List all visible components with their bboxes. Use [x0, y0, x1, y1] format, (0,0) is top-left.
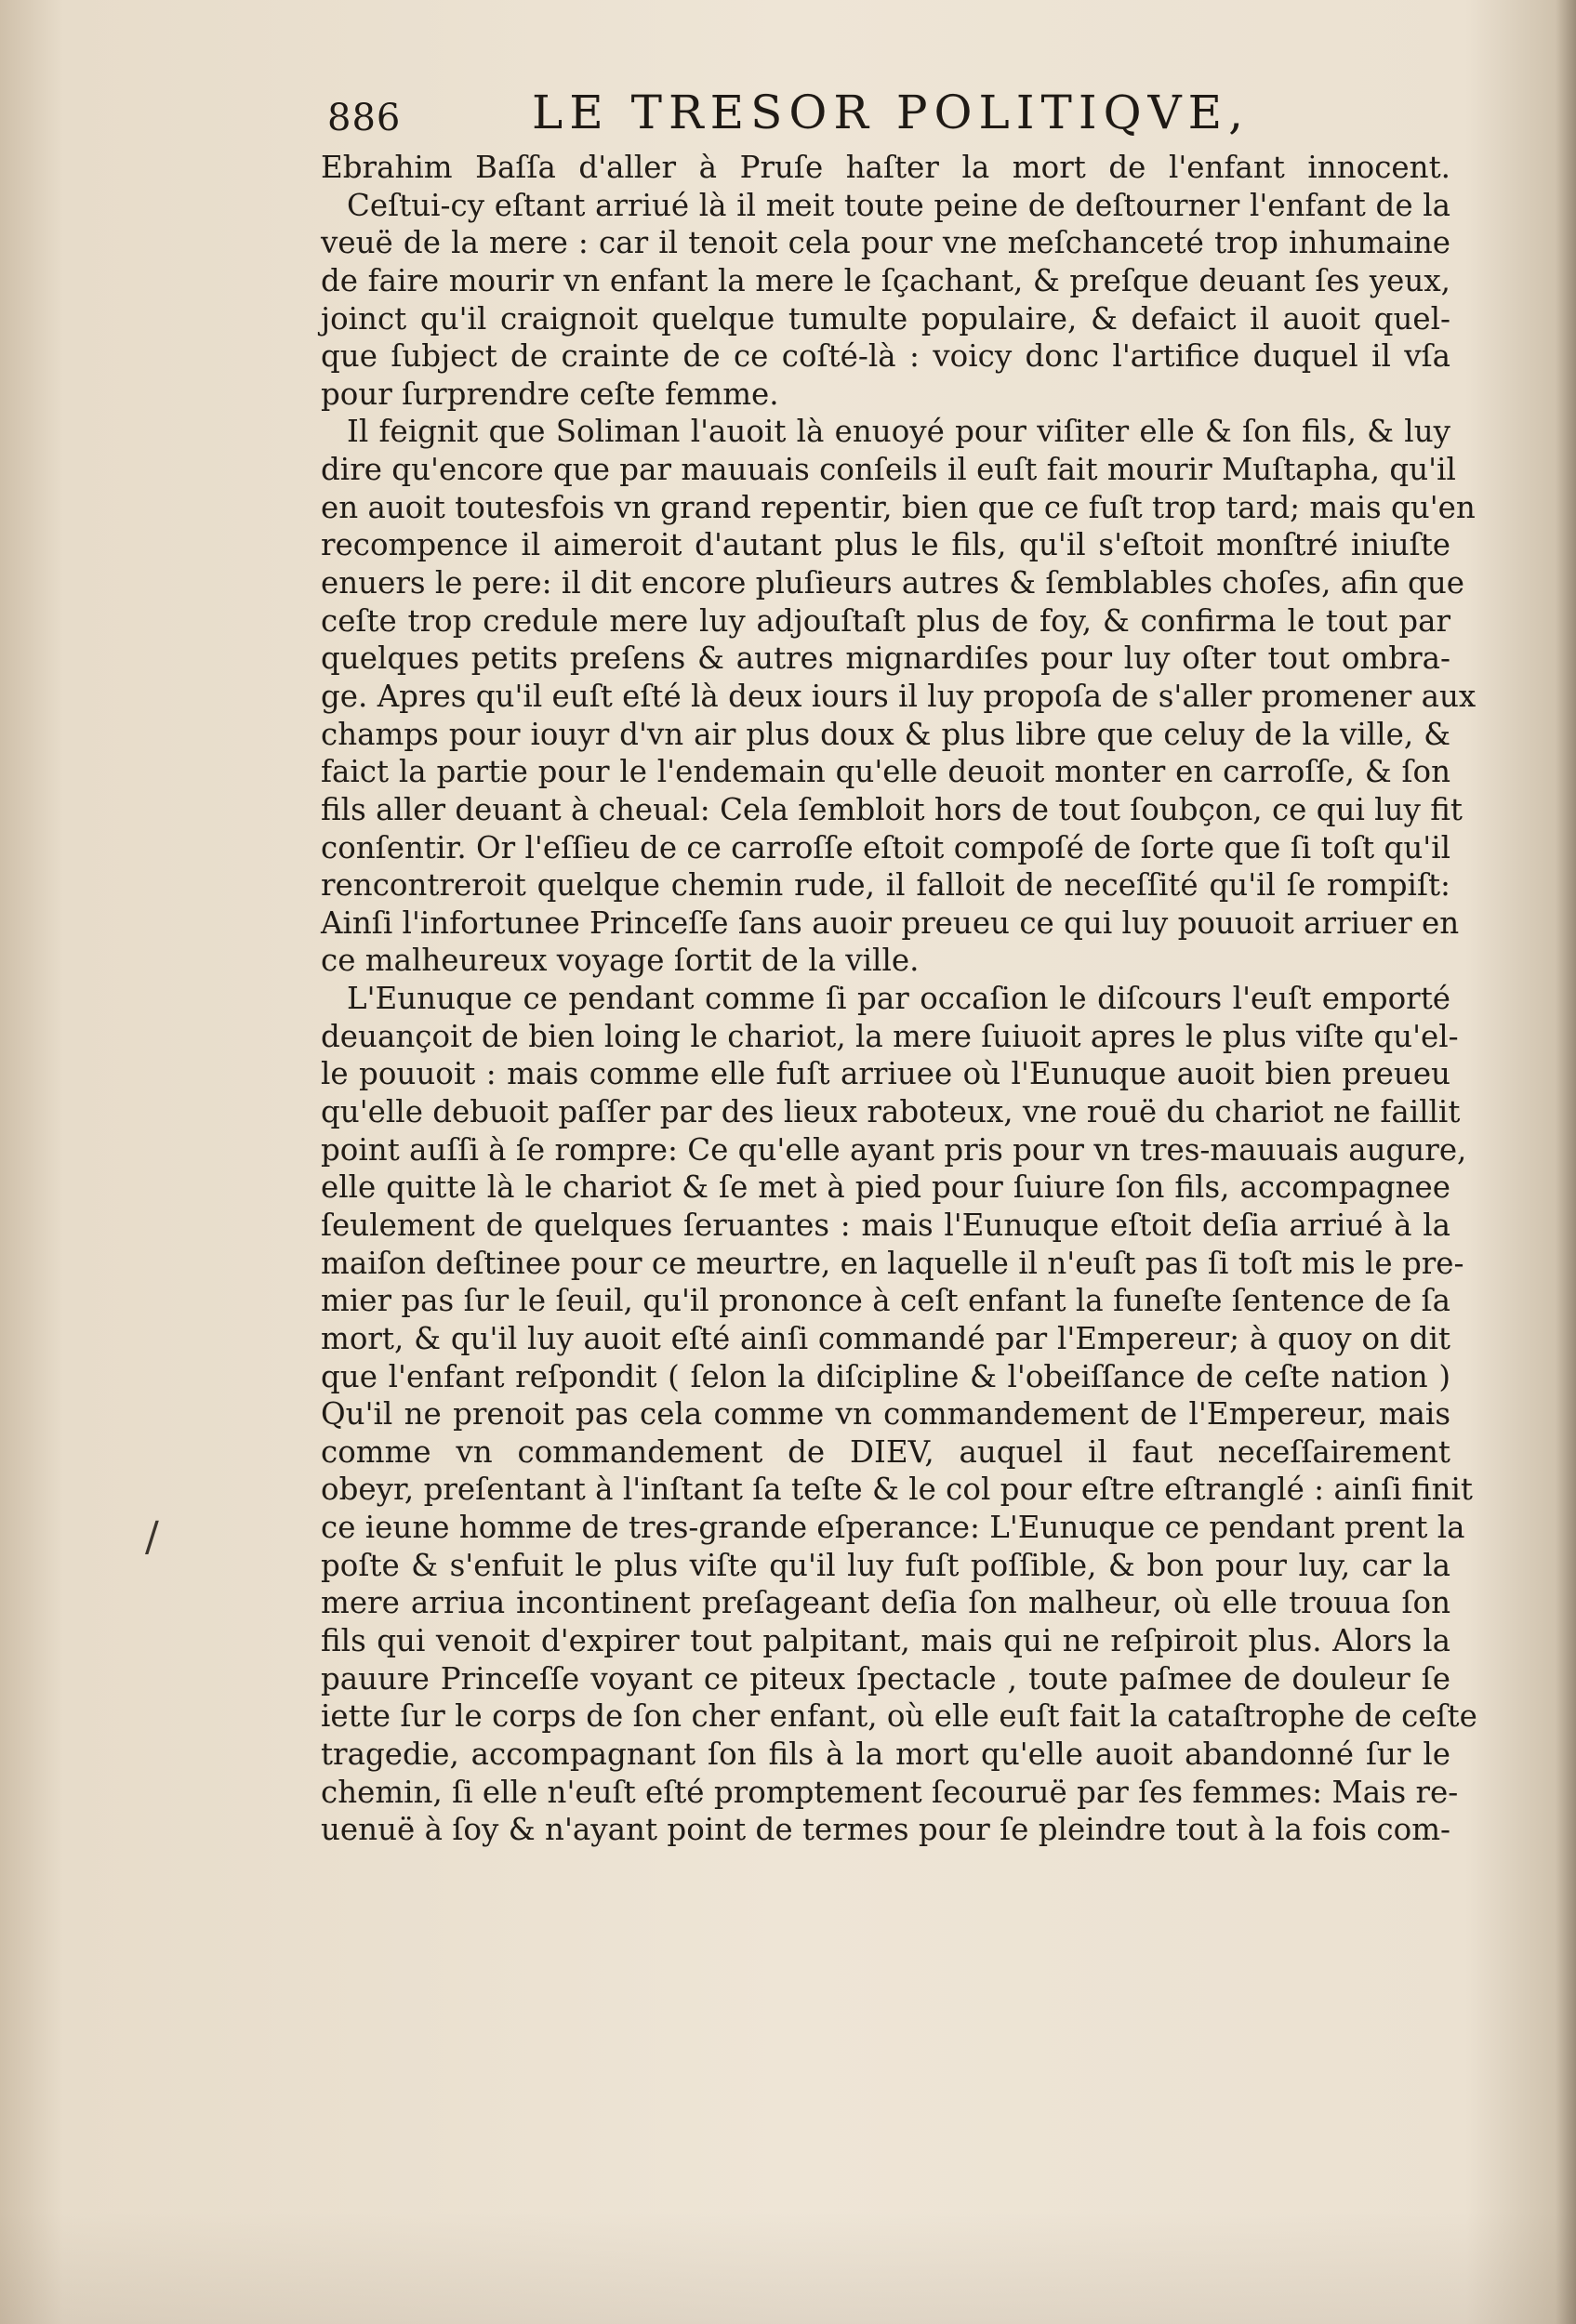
page-number: 886: [327, 97, 402, 139]
text-line: mere arriua incontinent preſageant deſia ſon malheur, où elle trouua ſon: [321, 1585, 1450, 1621]
text-line: conſentir. Or l'eſſieu de ce carroſſe eſtoit compoſé de ſorte que ſi toſt qu'il: [321, 829, 1450, 865]
text-line: point auſſi à ſe rompre: Ce qu'elle ayant pris pour vn tres-mauuais augure,: [321, 1131, 1467, 1168]
running-header: [327, 86, 1452, 151]
text-line: ge. Apres qu'il euſt eſté là deux iours il luy propoſa de s'aller promener aux: [321, 678, 1477, 714]
text-line: en auoit toutesfois vn grand repentir, bien que ce fuſt trop tard; mais qu'en: [321, 489, 1476, 525]
text-line: mier pas ſur le ſeuil, qu'il prononce à ceſt enfant la funeſte ſentence de ſa: [321, 1283, 1450, 1319]
text-line: fils aller deuant à cheual: Cela ſembloit hors de tout ſoubçon, ce qui luy fit: [321, 791, 1463, 827]
text-line: rencontreroit quelque chemin rude, il falloit de neceſſité qu'il ſe rompiſt:: [321, 867, 1450, 904]
text-line: enuers le pere: il dit encore pluſieurs autres & ſemblables choſes, afin que: [321, 565, 1465, 601]
text-line: veuë de la mere : car il tenoit cela pour vne meſchanceté trop inhumaine: [321, 225, 1450, 261]
text-line: pour ſurprendre ceſte femme.: [321, 376, 779, 412]
text-line: obeyr, preſentant à l'inſtant ſa teſte & le col pour eſtre eſtranglé : ainſi finit: [321, 1472, 1473, 1508]
text-line: quelques petits preſens & autres mignardiſes pour luy oſter tout ombra-: [321, 640, 1450, 677]
margin-mark: /: [145, 1513, 159, 1561]
page-gutter-shadow: [1556, 0, 1576, 2324]
page-bottom-shade: [0, 2212, 1576, 2324]
text-line: qu'elle debuoit paſſer par des lieux raboteux, vne rouë du chariot ne faillit: [321, 1094, 1461, 1130]
text-line: poſte & s'enfuit le plus viſte qu'il luy fuſt poſſible, & bon pour luy, car la: [321, 1547, 1450, 1583]
text-line: deuançoit de bien loing le chariot, la mere ſuiuoit apres le plus viſte qu'el-: [321, 1018, 1459, 1054]
text-line: joinct qu'il craignoit quelque tumulte populaire, & defaict il auoit quel-: [321, 300, 1450, 337]
text-line: Ainſi l'infortunee Princeſſe ſans auoir preueu ce qui luy pouuoit arriuer en: [321, 905, 1460, 941]
text-line: elle quitte là le chariot & ſe met à pied pour ſuiure ſon fils, accompagnee: [321, 1169, 1450, 1206]
text-line: Ebrahim Baſſa d'aller à Pruſe haſter la mort de l'enfant innocent.: [321, 150, 1450, 185]
text-line: iette ſur le corps de ſon cher enfant, où elle euſt fait la cataſtrophe de ceſte: [321, 1698, 1477, 1735]
text-line: faict la partie pour le l'endemain qu'elle deuoit monter en carroſſe, & ſon: [321, 754, 1450, 790]
text-line: recompence il aimeroit d'autant plus le fils, qu'il s'eſtoit monſtré iniuſte: [321, 527, 1450, 563]
text-line: ceſte trop credule mere luy adjouſtaſt plus de foy, & confirma le tout par: [321, 602, 1450, 639]
text-line: fils qui venoit d'expirer tout palpitant, mais qui ne reſpiroit plus. Alors la: [321, 1622, 1450, 1658]
text-line: que l'enfant reſpondit ( ſelon la diſcipline & l'obeiſſance de ceſte nation ): [321, 1358, 1450, 1394]
text-line: Qu'il ne prenoit pas cela comme vn commandement de l'Empereur, mais: [321, 1396, 1450, 1433]
text-line: Ceſtui-cy eſtant arriué là il meit toute peine de deſtourner l'enfant de la: [347, 187, 1450, 223]
text-line: ce malheureux voyage ſortit de la ville.: [321, 943, 920, 979]
text-line: champs pour iouyr d'vn air plus doux & plus libre que celuy de la ville, &: [321, 716, 1450, 752]
text-line: dire qu'encore que par mauuais conſeils il euſt fait mourir Muſtapha, qu'il: [321, 452, 1456, 488]
text-line: que ſubject de crainte de ce coſté-là : voicy donc l'artifice duquel il vſa: [321, 338, 1450, 375]
text-line: mort, & qu'il luy auoit eſté ainſi commandé par l'Empereur; à quoy on dit: [321, 1320, 1450, 1356]
text-line: L'Eunuque ce pendant comme ſi par occaſion le diſcours l'euſt emporté: [347, 981, 1450, 1017]
running-title: LE TRESOR POLITIQVE,: [532, 86, 1251, 139]
text-line: chemin, ſi elle n'euſt eſté promptement ſecouruë par ſes femmes: Mais re-: [321, 1774, 1459, 1810]
text-line: maiſon deſtinee pour ce meurtre, en laquelle il n'euſt pas ſi toſt mis le pre-: [321, 1245, 1464, 1281]
text-line: le pouuoit : mais comme elle fuſt arriuee où l'Eunuque auoit bien preueu: [321, 1056, 1450, 1092]
text-line: ſeulement de quelques ſeruantes : mais l'Eunuque eſtoit deſia arriué à la: [321, 1207, 1450, 1243]
body-text: [321, 149, 1477, 1849]
text-line: ce ieune homme de tres-grande eſperance: L'Eunuque ce pendant prent la: [321, 1510, 1465, 1546]
text-line: Il feignit que Soliman l'auoit là enuoyé pour viſiter elle & ſon fils, & luy: [347, 414, 1450, 450]
text-line: uenuë à ſoy & n'ayant point de termes pour ſe pleindre tout à la fois com-: [321, 1812, 1450, 1848]
text-line: tragedie, accompagnant ſon fils à la mort qu'elle auoit abandonné ſur le: [321, 1736, 1450, 1772]
text-line: de faire mourir vn enfant la mere le ſçachant, & preſque deuant ſes yeux,: [321, 262, 1450, 298]
text-line: pauure Princeſſe voyant ce piteux ſpectacle , toute paſmee de douleur ſe: [321, 1660, 1450, 1697]
text-line: comme vn commandement de DIEV, auquel il faut neceſſairement: [321, 1433, 1450, 1470]
